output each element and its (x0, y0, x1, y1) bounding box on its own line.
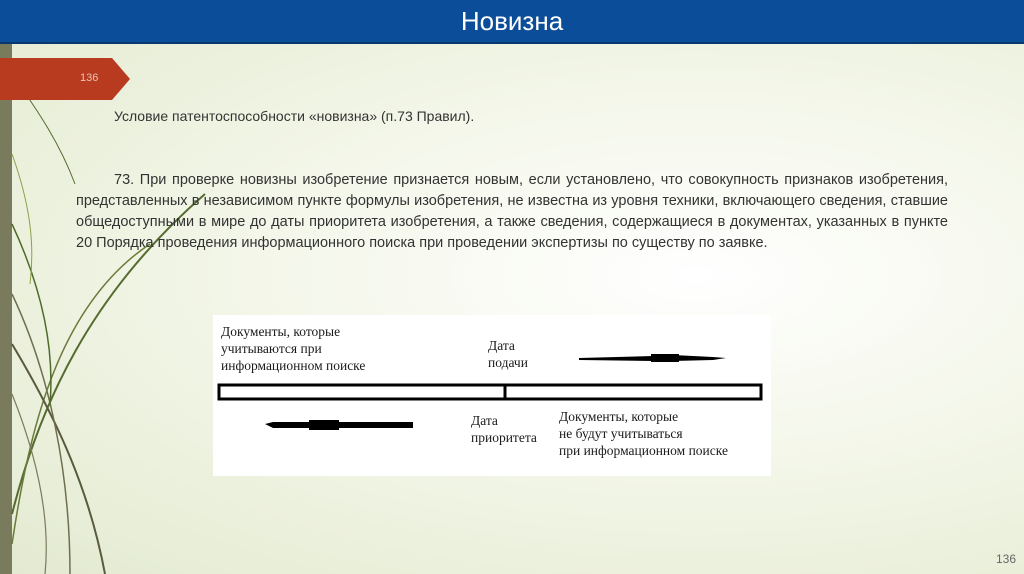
upper-arrow-marker (651, 354, 679, 362)
lower-arrow-marker (309, 420, 339, 430)
rule-paragraph: 73. При проверке новизны изобретение признается новым, если установлено, что совокупность признаков изобретения, представленных в независимом пункте формулы изобретения, не известна из уровня техники, включающего сведения, ставшие общедоступными в мире до даты приоритета изобретения, а также сведения, содержащиеся в документах, указанных в пункте 20 Порядка проведения информационного поиска при проведении экспертизы по существу по заявке. (76, 172, 948, 251)
label-excluded-documents: Документы, которые не будут учитываться при информационном поиске (559, 409, 728, 458)
slide-tab-number: 136 (80, 72, 99, 84)
timeline-bar (219, 385, 761, 399)
label-considered-documents: Документы, которые учитываются при информационном поиске (221, 324, 366, 373)
timeline-diagram (213, 315, 771, 476)
slide-number-tab (0, 58, 130, 100)
label-filing-date: Дата подачи (488, 338, 528, 370)
label-priority-date: Дата приоритета (471, 413, 537, 445)
slide-title: Новизна (460, 6, 564, 36)
page-number: 136 (995, 552, 1016, 566)
intro-text: Условие патентоспособности «новизна» (п.73 Правил). (114, 108, 475, 124)
